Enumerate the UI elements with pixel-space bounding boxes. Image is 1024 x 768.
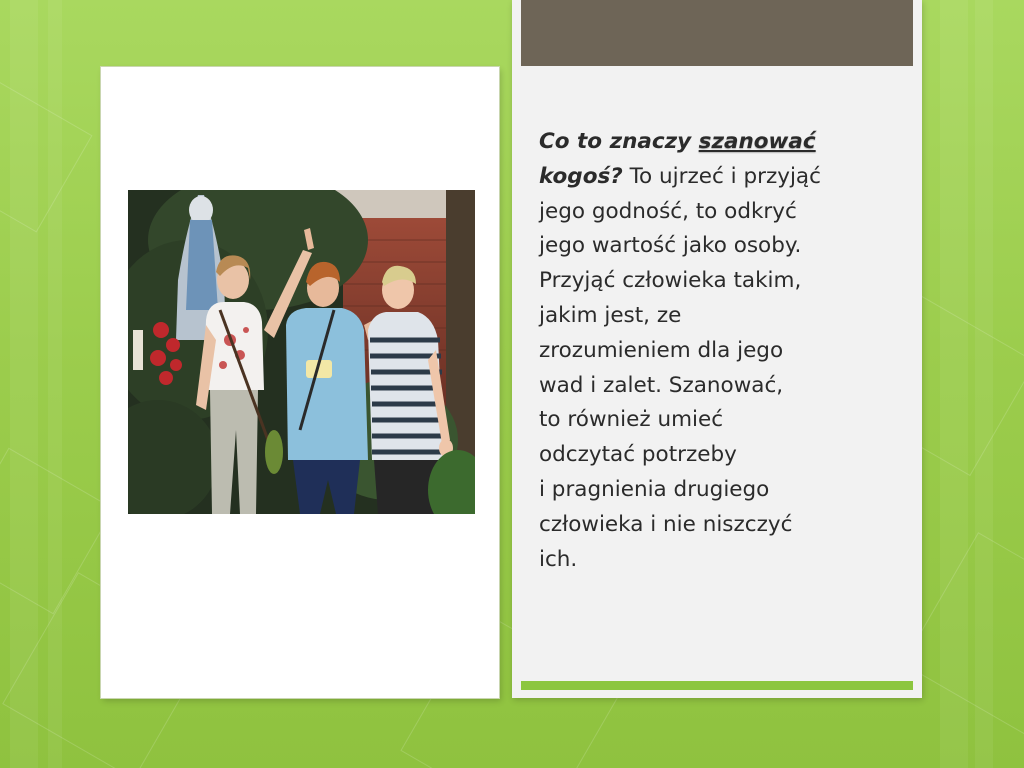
text-line-11: człowieka i nie niszczyć bbox=[539, 511, 793, 537]
text-panel bbox=[512, 0, 922, 698]
slide-body-text bbox=[539, 125, 899, 577]
text-line-5: jakim jest, ze bbox=[539, 302, 682, 328]
accent-bar bbox=[521, 681, 913, 690]
lead-question: Co to znaczy szanować kogoś? bbox=[539, 129, 816, 189]
text-line-4: Przyjąć człowieka takim, bbox=[539, 268, 802, 294]
photo-frame bbox=[101, 67, 499, 698]
text-line-9: odczytać potrzeby bbox=[539, 442, 737, 468]
photo-of-three-children-by-shrine bbox=[128, 190, 475, 514]
text-line-1: To ujrzeć i przyjąć bbox=[622, 163, 821, 189]
text-line-10: i pragnienia drugiego bbox=[539, 476, 770, 502]
emphasized-word: szanować bbox=[698, 129, 816, 154]
text-line-8: to również umieć bbox=[539, 407, 724, 433]
title-bar bbox=[521, 0, 913, 66]
text-line-6: zrozumieniem dla jego bbox=[539, 337, 784, 363]
text-line-2: jego godność, to odkryć bbox=[539, 198, 797, 224]
text-line-12: ich. bbox=[539, 546, 578, 572]
text-line-3: jego wartość jako osoby. bbox=[539, 233, 802, 259]
text-line-7: wad i zalet. Szanować, bbox=[539, 372, 784, 398]
